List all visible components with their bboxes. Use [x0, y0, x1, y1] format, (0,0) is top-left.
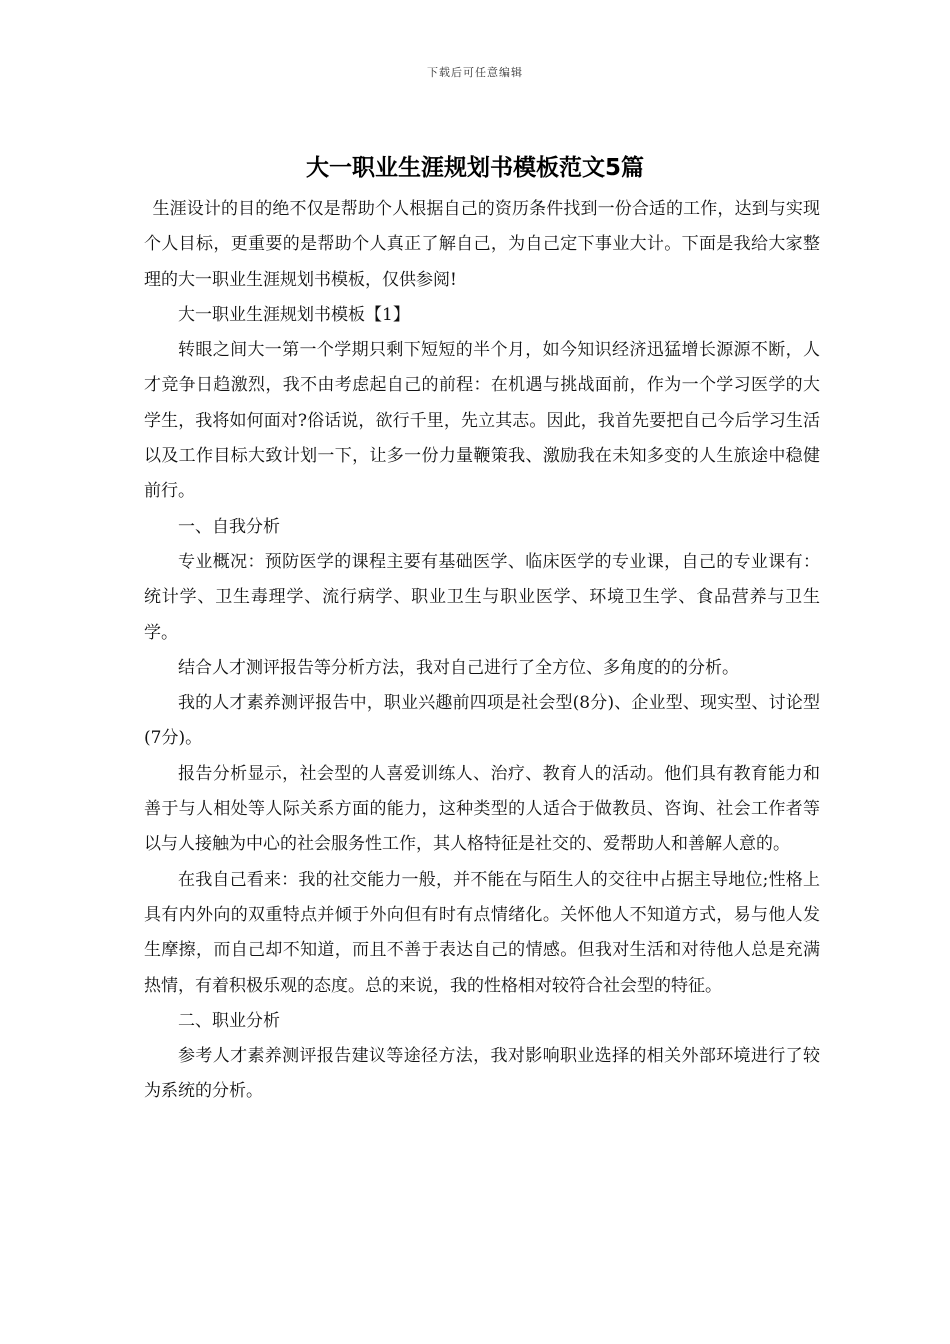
- body-paragraph: 报告分析显示，社会型的人喜爱训练人、治疗、教育人的活动。他们具有教育能力和善于与人相处等人际关系方面的能力，这种类型的人适合于做教员、咨询、社会工作者等以与人接触为中心的社会服务性工作，其人格特征是社交的、爱帮助人和善解人意的。: [144, 763, 820, 855]
- document-body: [144, 192, 820, 1110]
- document-title: 大一职业生涯规划书模板范文5篇: [305, 155, 644, 181]
- body-paragraph: 专业概况：预防医学的课程主要有基础医学、临床医学的专业课，自己的专业课有：统计学、卫生毒理学、流行病学、职业卫生与职业医学、环境卫生学、食品营养与卫生学。: [144, 551, 820, 643]
- template-heading: 大一职业生涯规划书模板【1】: [178, 304, 410, 325]
- page-header-note: 下载后可任意编辑: [427, 66, 523, 79]
- body-paragraph: 在我自己看来：我的社交能力一般，并不能在与陌生人的交往中占据主导地位;性格上具有内外向的双重特点并倾于外向但有时有点情绪化。关怀他人不知道方式，易与他人发生摩擦，而自己却不知道，而且不善于表达自己的情感。但我对生活和对待他人总是充满热情，有着积极乐观的态度。总的来说，我的性格相对较符合社会型的特征。: [144, 869, 820, 996]
- section-heading-self-analysis: 一、自我分析: [178, 516, 280, 537]
- body-paragraph: 我的人才素养测评报告中，职业兴趣前四项是社会型(8分)、企业型、现实型、讨论型(7分)。: [144, 693, 820, 749]
- intro-paragraph: 生涯设计的目的绝不仅是帮助个人根据自己的资历条件找到一份合适的工作，达到与实现个人目标，更重要的是帮助个人真正了解自己，为自己定下事业大计。下面是我给大家整理的大一职业生涯规划书模板，仅供参阅!: [144, 199, 820, 290]
- body-paragraph: 转眼之间大一第一个学期只剩下短短的半个月，如今知识经济迅猛增长源源不断，人才竞争日趋激烈，我不由考虑起自己的前程：在机遇与挑战面前，作为一个学习医学的大学生，我将如何面对?俗话说，欲行千里，先立其志。因此，我首先要把自己今后学习生活以及工作目标大致计划一下，让多一份力量鞭策我、激励我在未知多变的人生旅途中稳健前行。: [144, 340, 820, 502]
- body-paragraph: 参考人才素养测评报告建议等途径方法，我对影响职业选择的相关外部环境进行了较为系统的分析。: [144, 1046, 820, 1102]
- section-heading-career-analysis: 二、职业分析: [178, 1010, 280, 1031]
- body-paragraph: 结合人才测评报告等分析方法，我对自己进行了全方位、多角度的的分析。: [178, 657, 739, 678]
